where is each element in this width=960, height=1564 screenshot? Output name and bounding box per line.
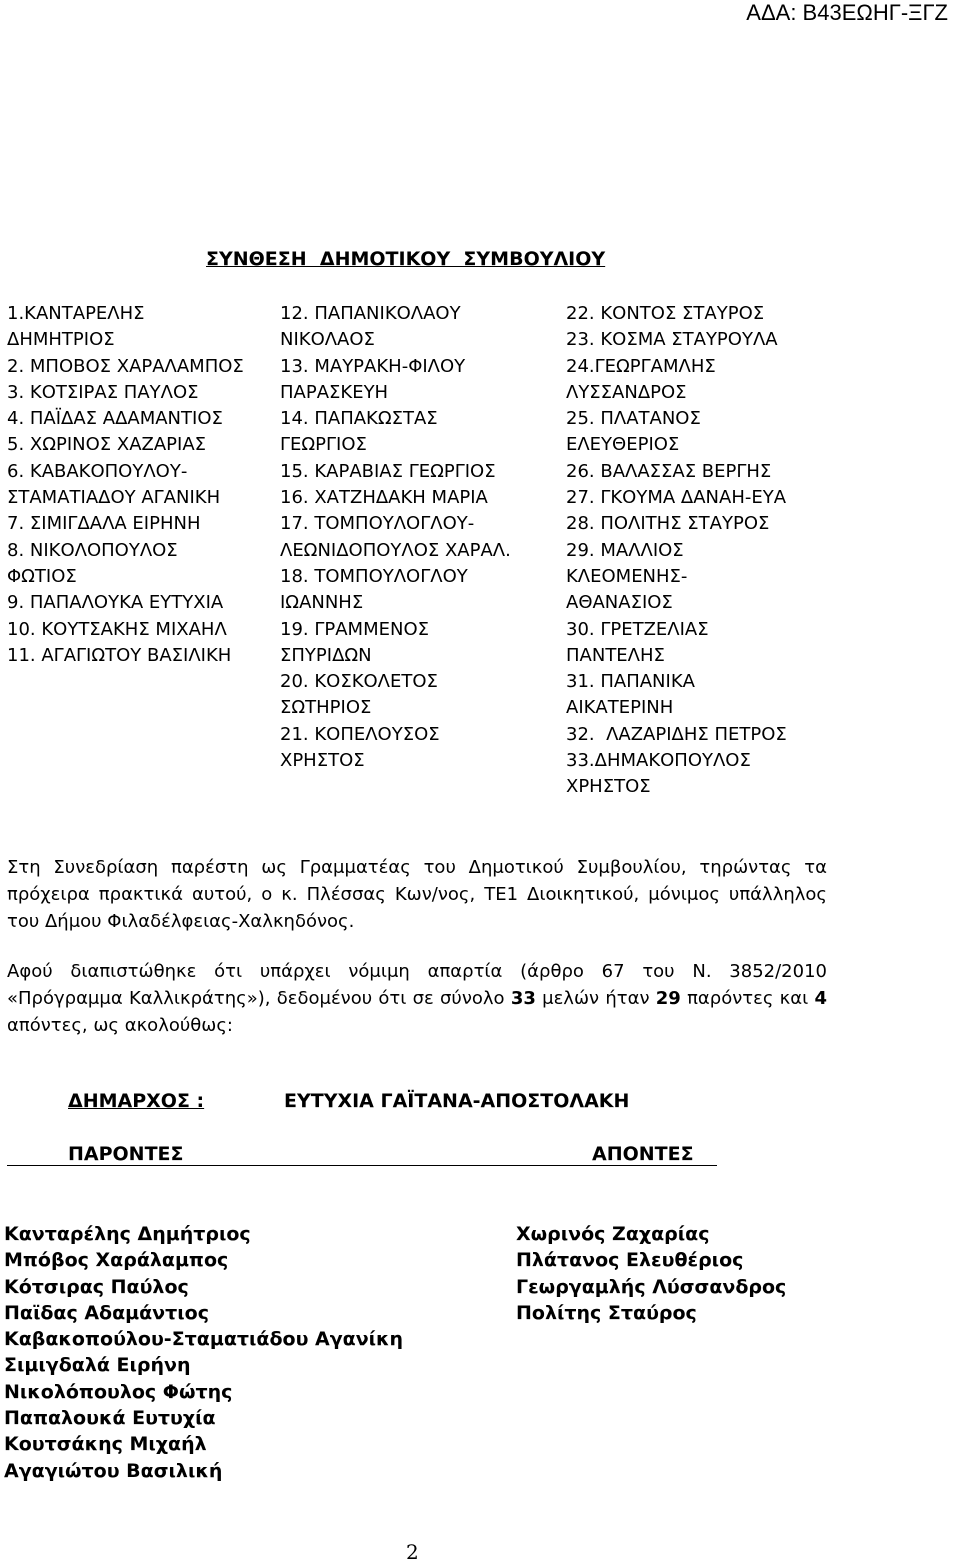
list-item: 2. ΜΠΟΒΟΣ ΧΑΡΑΛΑΜΠΟΣ — [7, 355, 244, 377]
list-item: 28. ΠΟΛΙΤΗΣ ΣΤΑΥΡΟΣ — [566, 513, 770, 535]
list-item: ΣΩΤΗΡΙΟΣ — [280, 697, 372, 719]
page-number: 2 — [406, 1540, 419, 1564]
document-title: ΣΥΝΘΕΣΗ ΔΗΜΟΤΙΚΟΥ ΣΥΜΒΟΥΛΙΟΥ — [206, 248, 606, 270]
mayor-label: ΔΗΜΑΡΧΟΣ : — [68, 1090, 205, 1112]
list-item: Παπαλουκά Ευτυχία — [4, 1407, 216, 1430]
list-item: 31. ΠΑΠΑΝΙΚΑ — [566, 671, 695, 693]
list-item: 9. ΠΑΠΑΛΟΥΚΑ ΕΥΤΥΧΙΑ — [7, 592, 224, 614]
list-item: ΓΕΩΡΓΙΟΣ — [280, 434, 367, 456]
quorum-text-4: απόντες, ως ακολούθως: — [7, 1015, 233, 1036]
list-item: ΠΑΡΑΣΚΕΥΗ — [280, 381, 389, 403]
list-item: Σιμιγδαλά Ειρήνη — [4, 1354, 191, 1377]
list-item: Κουτσάκης Μιχαήλ — [4, 1433, 207, 1456]
mayor-name: ΕΥΤΥΧΙΑ ΓΑΪΤΑΝΑ-ΑΠΟΣΤΟΛΑΚΗ — [284, 1090, 630, 1112]
list-item: ΚΛΕΟΜΕΝΗΣ- — [566, 565, 688, 587]
quorum-text-1: Αφού διαπιστώθηκε ότι υπάρχει νόμιμη απαρτία (άρθρο 67 του Ν. 3852/2010 «Πρόγραμμα Καλλικράτης»), δεδομένου ότι σε σύνολο — [7, 961, 827, 1009]
ada-code: ΑΔΑ: Β43ΕΩΗΓ-ΞΓΖ — [746, 0, 948, 25]
list-item: ΣΠΥΡΙΔΩΝ — [280, 644, 372, 666]
list-item: ΛΥΣΣΑΝΔΡΟΣ — [566, 381, 687, 403]
list-item: 23. ΚΟΣΜΑ ΣΤΑΥΡΟΥΛΑ — [566, 329, 778, 351]
list-item: ΙΩΑΝΝΗΣ — [280, 592, 364, 614]
secretary-paragraph: Στη Συνεδρίαση παρέστη ως Γραμματέας του Δημοτικού Συμβουλίου, τηρώντας τα πρόχειρα πρακτικά αυτού, ο κ. Πλέσσας Κων/νος, ΤΕ1 Διοικητικού, μόνιμος υπάλληλος του Δήμου Φιλαδέλφειας-Χαλκηδόνος. — [7, 857, 827, 932]
list-item: 26. ΒΑΛΑΣΣΑΣ ΒΕΡΓΗΣ — [566, 460, 772, 482]
list-item: 10. ΚΟΥΤΣΑΚΗΣ ΜΙΧΑΗΛ — [7, 618, 227, 640]
list-item: Μπόβος Χαράλαμπος — [4, 1249, 229, 1272]
list-item: ΔΗΜΗΤΡΙΟΣ — [7, 329, 115, 351]
list-item: 14. ΠΑΠΑΚΩΣΤΑΣ — [280, 408, 438, 430]
list-item: 5. ΧΩΡΙΝΟΣ ΧΑΖΑΡΙΑΣ — [7, 434, 207, 456]
list-item: 8. ΝΙΚΟΛΟΠΟΥΛΟΣ — [7, 539, 178, 561]
list-item: ΣΤΑΜΑΤΙΑΔΟΥ ΑΓΑΝΙΚΗ — [7, 487, 221, 509]
list-item: 29. ΜΑΛΛΙΟΣ — [566, 539, 684, 561]
list-item: ΦΩΤΙΟΣ — [7, 565, 77, 587]
list-item: 16. ΧΑΤΖΗΔΑΚΗ ΜΑΡΙΑ — [280, 487, 488, 509]
list-item: ΕΛΕΥΘΕΡΙΟΣ — [566, 434, 680, 456]
list-item: 11. ΑΓΑΓΙΩΤΟΥ ΒΑΣΙΛΙΚΗ — [7, 644, 232, 666]
list-item: Χωρινός Ζαχαρίας — [516, 1223, 710, 1245]
list-item: 19. ΓΡΑΜΜΕΝΟΣ — [280, 618, 429, 640]
list-item: 6. ΚΑΒΑΚΟΠΟΥΛΟΥ- — [7, 460, 188, 482]
total-members-count: 33 — [510, 988, 536, 1009]
list-item: ΝΙΚΟΛΑΟΣ — [280, 329, 375, 351]
quorum-text-3: παρόντες και — [680, 988, 815, 1009]
list-item: 15. ΚΑΡΑΒΙΑΣ ΓΕΩΡΓΙΟΣ — [280, 460, 496, 482]
list-item: 27. ΓΚΟΥΜΑ ΔΑΝΑΗ-ΕΥΑ — [566, 487, 787, 509]
list-item: 12. ΠΑΠΑΝΙΚΟΛΑΟΥ — [280, 303, 461, 324]
quorum-paragraph — [7, 958, 827, 1039]
list-item: 25. ΠΛΑΤΑΝΟΣ — [566, 408, 701, 430]
list-item: Παϊδας Αδαμάντιος — [4, 1301, 209, 1324]
list-item: 4. ΠΑΪΔΑΣ ΑΔΑΜΑΝΤΙΟΣ — [7, 408, 223, 430]
members-column-1 — [7, 301, 244, 669]
list-item: 13. ΜΑΥΡΑΚΗ-ΦΙΛΟΥ — [280, 355, 466, 377]
present-header: ΠΑΡΟΝΤΕΣ — [68, 1143, 184, 1165]
list-item: ΧΡΗΣΤΟΣ — [280, 750, 365, 772]
list-item: ΧΡΗΣΤΟΣ — [566, 776, 651, 798]
list-item: 3. ΚΟΤΣΙΡΑΣ ΠΑΥΛΟΣ — [7, 381, 199, 403]
list-item: 7. ΣΙΜΙΓΔΑΛΑ ΕΙΡΗΝΗ — [7, 513, 201, 535]
list-item: Νικολόπουλος Φώτης — [4, 1380, 233, 1403]
list-item: 22. ΚΟΝΤΟΣ ΣΤΑΥΡΟΣ — [566, 303, 765, 324]
list-item: Καβακοπούλου-Σταματιάδου Αγανίκη — [4, 1328, 404, 1351]
list-item: ΑΙΚΑΤΕΡΙΝΗ — [566, 697, 674, 719]
list-item: 20. ΚΟΣΚΟΛΕΤΟΣ — [280, 671, 438, 693]
list-item: 33.ΔΗΜΑΚΟΠΟΥΛΟΣ — [566, 750, 751, 772]
list-item: Πολίτης Σταύρος — [516, 1301, 697, 1324]
list-item: 17. ΤΟΜΠΟΥΛΟΓΛΟΥ- — [280, 513, 475, 535]
list-item: Πλάτανος Ελευθέριος — [516, 1249, 744, 1272]
present-count: 29 — [655, 988, 681, 1009]
list-item: 1.ΚΑΝΤΑΡΕΛΗΣ — [7, 303, 145, 324]
present-list — [4, 1221, 403, 1484]
absent-count: 4 — [814, 988, 828, 1009]
absent-list — [516, 1221, 786, 1326]
list-item: ΑΘΑΝΑΣΙΟΣ — [566, 592, 673, 614]
list-item: Κανταρέλης Δημήτριος — [4, 1223, 251, 1245]
list-item: Κότσιρας Παύλος — [4, 1275, 189, 1298]
list-item: 24.ΓΕΩΡΓΑΜΛΗΣ — [566, 355, 716, 377]
list-item: Γεωργαμλής Λύσσανδρος — [516, 1275, 787, 1298]
members-column-2 — [280, 301, 511, 774]
list-item: 30. ΓΡΕΤΖΕΛΙΑΣ — [566, 618, 709, 640]
quorum-text-2: μελών ήταν — [535, 988, 656, 1009]
list-item: 21. ΚΟΠΕΛΟΥΣΟΣ — [280, 723, 440, 745]
list-item: Αγαγιώτου Βασιλική — [4, 1459, 223, 1482]
list-item: 18. ΤΟΜΠΟΥΛΟΓΛΟΥ — [280, 565, 468, 587]
list-item: ΠΑΝΤΕΛΗΣ — [566, 644, 665, 666]
absent-header: ΑΠΟΝΤΕΣ — [592, 1143, 694, 1165]
list-item: 32. ΛΑΖΑΡΙΔΗΣ ΠΕΤΡΟΣ — [566, 723, 787, 745]
list-item: ΛΕΩΝΙΔΟΠΟΥΛΟΣ ΧΑΡΑΛ. — [280, 539, 511, 561]
members-column-3 — [566, 301, 787, 801]
